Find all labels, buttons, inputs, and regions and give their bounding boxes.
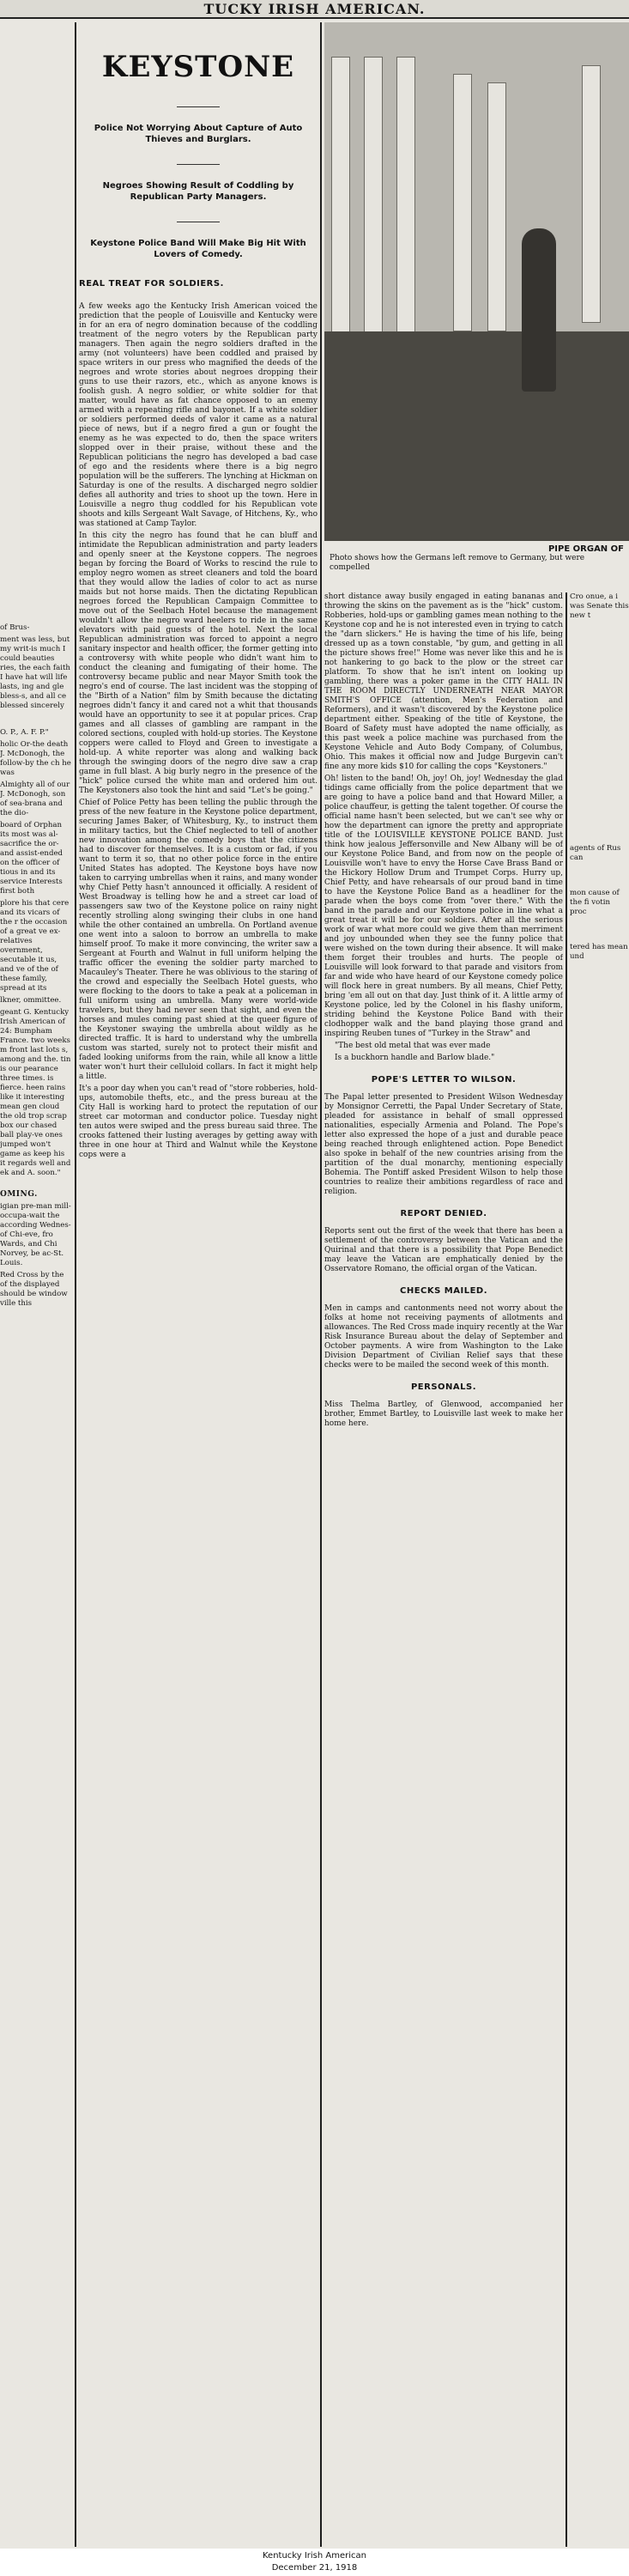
fragment: Red Cross by the of the displayed should be window ville this <box>0 1271 68 1308</box>
article-column-1 <box>79 22 318 2538</box>
article-paragraph: short distance away busily engaged in eating bananas and throwing the skins on the pavement as is the "hick" custom. Robberies, hold-ups or gambling games mean nothing to the Keystone cop and he is not interested even in trying to catch the "darn slickers." He is having the time of his life, being dressed up as a town constable, "by gum, and getting in all the picture shows free!" Home was never like this and he is not hankering to go back to the plow or the street car platform. To show that he isn't intent on looking up gambling, there was a poker game in the CITY HALL IN THE ROOM DIRECTLY UNDERNEATH NEAR MAYOR SMITH'S OFFICE (attention, Men's Federation and Reformers), and it wasn't discovered by the Keystone police department either. Speaking of the title of Keystone, the Board of Safety must have adopted the name officially, as this past week a police machine was purchased from the Keystone Vehicle and Auto Body Company, of Columbus, Ohio. This makes it official now and Judge Burgevin can't fine any more kids $10 for calling the cops "Keystoners." <box>324 592 563 771</box>
fragment: mon cause of the fi votin proc <box>570 889 620 916</box>
soldier-figure <box>522 228 556 392</box>
masthead: TUCKY IRISH AMERICAN. <box>0 0 629 19</box>
caption-text: Photo shows how the Germans left remove to Germany, but were compelled <box>330 554 585 572</box>
brief-title: POPE'S LETTER TO WILSON. <box>371 1075 517 1084</box>
article-subhead: REAL TREAT FOR SOLDIERS. <box>79 279 224 289</box>
fragment: geant G. Kentucky Irish American of 24: Bumpham France. two weeks m front last lots s, among and the. tin is our pearance three times. is fierce. heen rains like it interesting mean gen cloud the old trop scrap box our chased ball play-ve ones jumped won't game as keep his it regards well and ek and A. soon." <box>0 1008 71 1177</box>
article-deck: Negroes Showing Result of Coddling by Republican Party Managers. <box>102 181 294 202</box>
divider <box>177 106 220 107</box>
article-paragraph: Chief of Police Petty has been telling the public through the press of the new feature in the Keystone police department, securing James Baker, of Whitesburg, Ky., to instruct them in military tactics, but the Chief neglected to tell of another new innovation among the comedy boys that the citizens had to discover for themselves. It is a custom or fad, if you want to term it so, that no other police force in the entire United States has adopted. The Keystone boys have now taken to carrying umbrellas when it rains, and many wonder why Chief Petty hasn't announced it officially. A resident of West Broadway is telling how he and a street car load of passengers saw two of the Keystone police on rainy night recently strolling along swinging their clubs in one hand while the other contained an umbrella. On Portland avenue one went into a saloon to borrow an umbrella to make himself proof. To make it more convincing, the writer saw a Sergeant at Fourth and Walnut in full uniform helping the traffic officer the evening the soldier party marched to Macauley's Theater. There he was oblivious to the staring of the crowd and especially the Seelbach Hotel guests, who were flocking to the doors to take a peak at a policeman in full uniform using an umbrella. Many were world-wide travelers, but they had never seen that sight, and even the horses and mules coming past shied at the queer figure of the Keystoner swaying the umbrella about wildly as he directed traffic. It is hard to understand why the umbrella custom was started, surely not to protect their misfit and faded looking uniforms from the rain, while all know a little water won't hurt their celluloid collars. In fact it might help a little. <box>79 799 318 1081</box>
fragment: holic Or-the death J. McDonogh, the follow-by the ch he was <box>0 740 71 777</box>
brief-title: REPORT DENIED. <box>400 1209 487 1218</box>
pipe-organ-photo <box>324 22 629 563</box>
fragment: board of Orphan its most was al-sacrifice the or-and assist-ended on the officer of tious in and its service Interests first both <box>0 821 64 896</box>
brief-title: PERSONALS. <box>410 1382 477 1392</box>
fragment: plore his that cere and its vicars of the r the occasion of a great ve ex-relatives overnment, secutable it us, and ve of the of these family, spread at its <box>0 899 70 993</box>
article-paragraph: In this city the negro has found that he can bluff and intimidate the Republican administration and party leaders and openly sneer at the Keystone coppers. The negroes began by forcing the Board of Works to rescind the rule to employ negro women as street cleaners and told the board that they would allow the ladies of color to act as nurse maids but not horse maids. Then the dictating Republican negroes forced the Republican Campaign Committee to move out of the Seelbach Hotel because the management wouldn't allow the negro ward heelers to ride in the same elevators with paid guests of the hotel. Next the local Republican administration was forced to appoint a negro sanitary inspector and health officer, the former getting into a controversy with white people who didn't want him to conduct the cleaning and fumigating of their home. The controversy became public and near Mayor Smith took the negro's end of course. The last incident was the stopping of the "Birth of a Nation" film by Smith because the dictating negroes didn't fancy it and cared not a whit that thousands would have an opportunity to see it at popular prices. Crap games and all classes of gambling are rampant in the colored sections, coupled with hold-up stories. The Keystone coppers were called to Floyd and Green to investigate a hold-up. A white reporter was along and walking back through the swinging doors of the negro dive saw a crap game in full blast. A big burly negro in the presence of the "hick" police cursed the white man and ordered him out. The Keystoners also took the hint and said "Let's be going." <box>79 532 318 795</box>
brief-text: Miss Thelma Bartley, of Glenwood, accompanied her brother, Emmet Bartley, to Louisville last week to make her home here. <box>324 1400 563 1428</box>
brief-text: The Papal letter presented to President Wilson Wednesday by Monsignor Cerretti, the Papal Under Secretary of State, pleaded for assistance in behalf of small oppressed nationalities, especially Armenia and Poland. The Pope's letter also expressed the hope of a just and durable peace being reached through enlightened action. Pope Benedict also spoke in behalf of the new countries arising from the partition of the dual monarchy, mentioning especially Bohemia. The Pontiff asked President Wilson to help those countries to realize their ambitions regardless of race and religion. <box>324 1093 563 1196</box>
article-deck: Police Not Worrying About Capture of Auto Thieves and Burglars. <box>94 124 303 144</box>
article-column-2 <box>324 592 563 2542</box>
brief-title: CHECKS MAILED. <box>399 1286 488 1296</box>
fragment: Almighty all of our J. McDonogh, son of sea-brana and the dio- <box>0 781 70 817</box>
column-rule <box>75 22 76 2547</box>
photo-caption <box>324 541 629 586</box>
article-title: KEYSTONE <box>101 50 295 84</box>
article-deck: Keystone Police Band Will Make Big Hit With Lovers of Comedy. <box>90 239 306 259</box>
column-rule <box>565 592 567 2547</box>
fragment: ment was less, but my writ-is much I could beauties ries, the each faith I have hat will life lasts, ing and gle bless-s, and all ce blessed sincerely <box>0 635 70 710</box>
article-paragraph: Oh! listen to the band! Oh, joy! Oh, joy! Wednesday the glad tidings came officially from the police department that we are going to have a police band and that Howard Miller, a police chauffeur, is getting the talent together. Of course the official name hasn't been selected, but we can't see why or how the department can ignore the pretty and appropriate title of the LOUISVILLE KEYSTONE POLICE BAND. Just think how jealous Jeffersonville and New Albany will be of our Keystone Police Band, and from now on the people of Louisville won't have to envy the Horse Cave Brass Band or the Hickory Hollow Drum and Trumpet Corps. Hurry up, Chief Petty, and have rehearsals of our proud band in time to have the Keystone Police Band as a headliner for the parade when the boys come from "over there." With the band in the parade and our Keystone police in line what a great treat it will be for our soldiers. After all the serious work of war what more could we give them than merriment and joy unbounded when they see the funny police that were wished on the town during their absence. It will make them forget their troubles and hurts. The people of Louisville will look forward to that parade and visitors from far and wide who have heard of our Keystone comedy police will flock here in great numbers. By all means, Chief Petty, bring 'em all out on that day. Just think of it. A little army of Keystone police, led by the Colonel in his flashy uniform, striding behind the Keystone Police Band with their clodhopper walk and the band playing those grand and inspiring Reuben tunes of "Turkey in the Straw" and <box>324 775 563 1038</box>
left-column-fragments <box>0 22 72 2538</box>
fragment: tered has mean und <box>570 943 628 961</box>
archive-footer <box>0 2549 629 2576</box>
fragment: of Brus- <box>0 623 30 632</box>
fragment: agents of Rus can <box>570 844 621 862</box>
fragment: igian pre-man mill-occupa-wait the according Wednes-of Chi-eve, fro Wards, and Chi Norvey, be ac-St. Louis. <box>0 1202 71 1267</box>
fragment-heading: OMING. <box>0 1190 38 1199</box>
fragment: O. P., A. F. P." <box>0 728 49 737</box>
article-paragraph: A few weeks ago the Kentucky Irish American voiced the prediction that the people of Louisville and Kentucky were in for an era of negro domination because of the coddling treatment of the negro voters by the Republican party managers. Then again the negro soldiers drafted in the army (not volunteers) have been coddled and praised by space writers in our press who magnified the deeds of the negroes and wrote stories about negroes dropping their guns to use their razors, etc., which as anyone knows is foolish gush. A negro soldier, or white soldier for that matter, would have as fat chance opposed to an enemy armed with a repeating rifle and bayonet. If a white soldier or soldiers performed deeds of valor it came as a natural piece of news, but if a negro fired a gun or fought the enemy as he was expected to do, then the space writers slopped over in their praise, without these and the Republican politicians the negro has developed a bad case of ego and the residents where there is a big negro population will be the sufferers. The lynching at Hickman on Saturday is one of the results. A discharged negro soldier defies all authority and tries to shoot up the town. Here in Louisville a negro thug coddled for his Republican vote shoots and kills Sergeant Walt Savage, of Hitchens, Ky., who was stationed at Camp Taylor. <box>79 302 318 528</box>
brief-text: Men in camps and cantonments need not worry about the folks at home not receiving payments of allotments and allowances. The Red Cross made inquiry recently at the War Risk Insurance Bureau about the delay of September and October payments. A wire from Washington to the Lake Division Department of Civilian Relief says that these checks were to be mailed the second week of this month. <box>324 1304 563 1370</box>
fragment: lkner, ommittee. <box>0 996 62 1005</box>
brief-text: Reports sent out the first of the week that there has been a settlement of the controversy between the Vatican and the Quirinal and that there is a possibility that Pope Benedict may leave the Vatican are emphatically denied by the Osservatore Romano, the official organ of the Vatican. <box>324 1227 563 1273</box>
caption-title: PIPE ORGAN OF <box>547 544 624 554</box>
fragment: Cro onue, a i was Senate this new t <box>570 592 629 620</box>
column-rule <box>320 22 322 2547</box>
verse-line: "The best old metal that was ever made <box>335 1042 491 1050</box>
footer-publication: Kentucky Irish American <box>263 2551 366 2561</box>
right-column-fragments <box>570 592 629 2542</box>
divider <box>177 164 220 165</box>
article-paragraph: It's a poor day when you can't read of "store robberies, hold-ups, automobile thefts, etc., and the press bureau at the City Hall is working hard to protect the reputation of our street car motorman and conductor police. Tuesday night ten autos were swiped and the press bureau said three. The crooks fattened their lusting averages by getting away with three in one hour at Third and Walnut while the Keystone cops were a <box>79 1084 318 1159</box>
verse-line: Is a buckhorn handle and Barlow blade." <box>335 1054 495 1062</box>
footer-date: December 21, 1918 <box>271 2563 358 2573</box>
